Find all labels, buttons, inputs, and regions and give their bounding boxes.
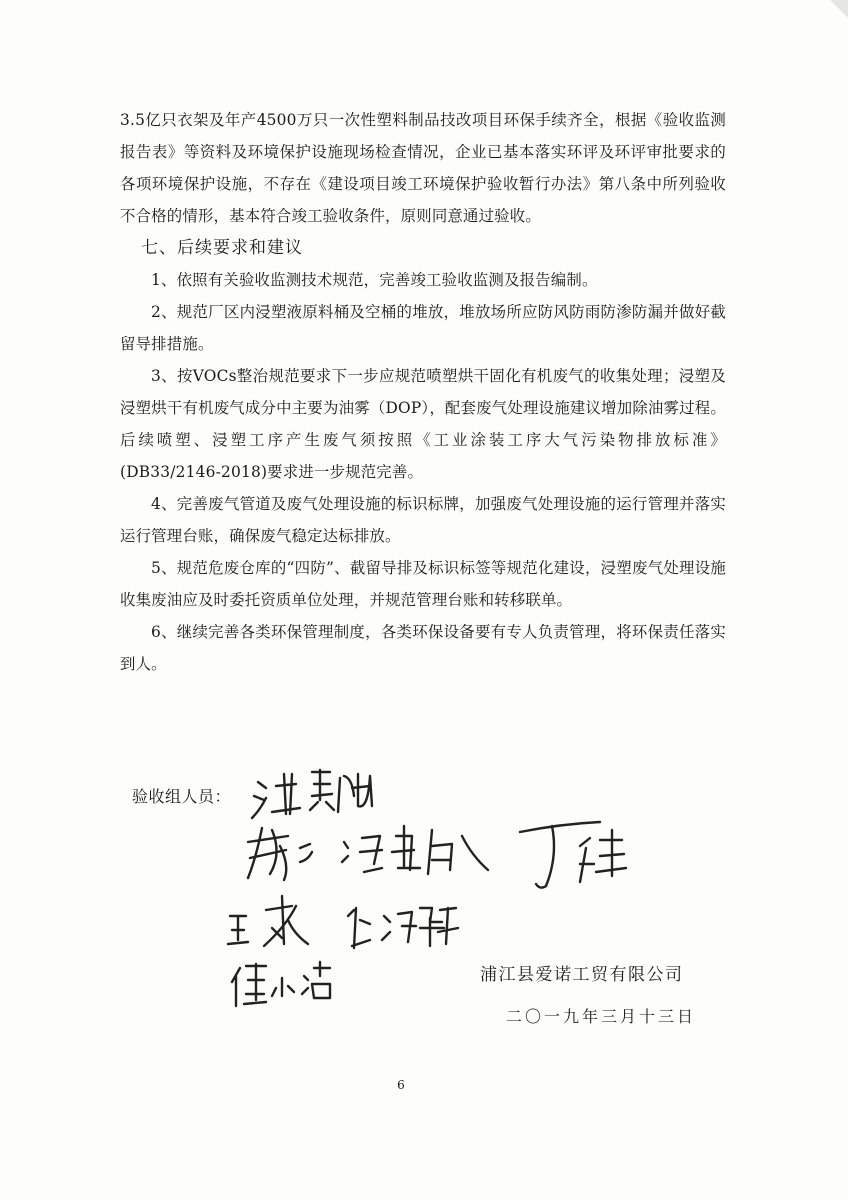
page-corner-fold xyxy=(830,0,848,18)
conclusion-paragraph: 3.5亿只衣架及年产4500万只一次性塑料制品技改项目环保手续齐全，根据《验收监测报告表》等资料及环境保护设施现场检查情况，企业已基本落实环评及环评审批要求的各项环境保护设施，不存在《建设项目竣工环境保护验收暂行办法》第八条中所列验收不合格的情形，基本符合竣工验收条件，原则同意通过验收。 xyxy=(120,111,726,225)
document-body xyxy=(120,104,726,680)
page-number: 6 xyxy=(397,1078,405,1092)
section-heading: 七、后续要求和建议 xyxy=(141,238,303,258)
requirement-item-6: 6、继续完善各类环保管理制度，各类环保设备要有专人负责管理，将环保责任落实到人。 xyxy=(120,623,726,673)
requirement-item-4: 4、完善废气管道及废气处理设施的标识标牌，加强废气处理设施的运行管理并落实运行管理台账，确保废气稳定达标排放。 xyxy=(120,495,726,545)
signature-wang-bin xyxy=(228,896,308,946)
requirement-item-1: 1、依照有关验收监测技术规范，完善竣工验收监测及报告编制。 xyxy=(151,271,598,289)
signature-ding-feng xyxy=(520,822,626,888)
signature-feng-jiancheng xyxy=(342,826,488,874)
requirement-item-5: 5、规范危废仓库的“四防”、截留导排及标识标签等规范化建设，浸塑废气处理设施收集废油应及时委托资质单位处理，并规范管理台账和转移联单。 xyxy=(120,559,726,609)
requirement-item-2: 2、规范厂区内浸塑液原料桶及空桶的堆放，堆放场所应防风防雨防渗防漏并做好截留导排措施。 xyxy=(120,303,726,353)
signature-fu-xiaojie xyxy=(232,962,330,1006)
company-name: 浦江县爱诺工贸有限公司 xyxy=(480,965,684,985)
acceptance-members-label: 验收组人员： xyxy=(132,787,232,806)
requirement-item-3: 3、按VOCs整治规范要求下一步应规范喷塑烘干固化有机废气的收集处理；浸塑及浸塑烘干有机废气成分中主要为油雾（DOP），配套废气处理设施建议增加除油雾过程。后续喷塑、浸塑工序产生废气须按照《工业涂装工序大气污染物排放标准》(DB33/2146-2018)要求进一步规范完善。 xyxy=(120,367,726,481)
signature-ying-haixiang xyxy=(348,908,458,948)
document-date: 二〇一九年三月十三日 xyxy=(506,1007,697,1026)
signature-hong-qijiong xyxy=(252,770,372,818)
signature-member-2 xyxy=(248,828,312,880)
